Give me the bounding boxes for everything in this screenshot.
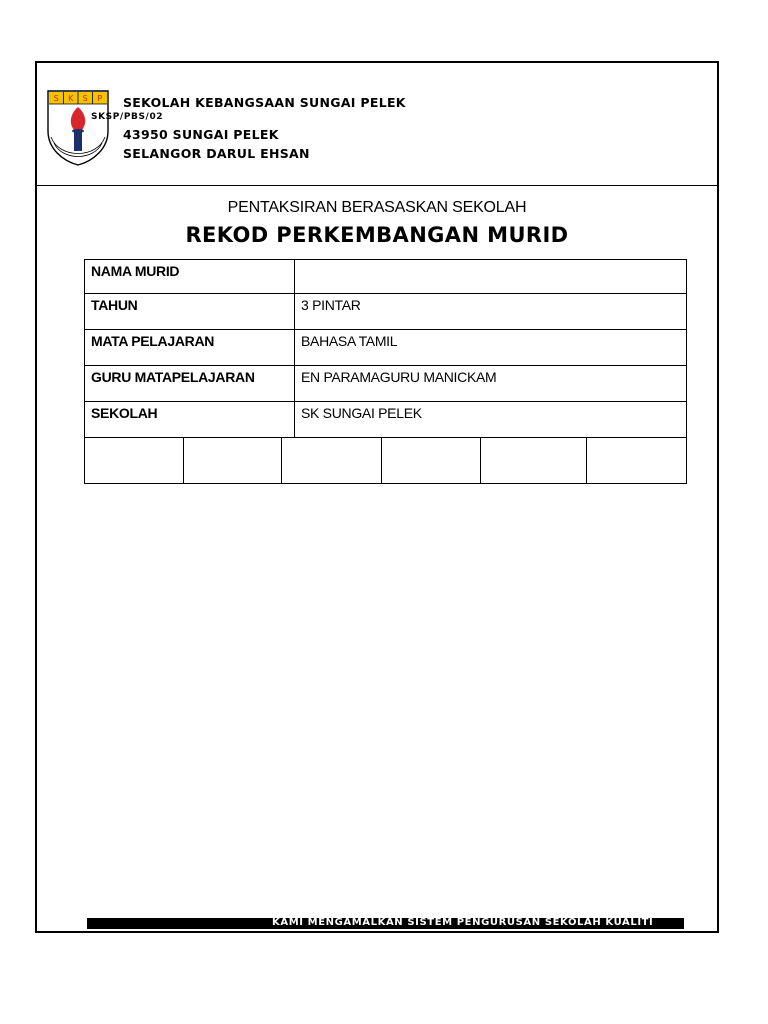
blank-cell: [184, 438, 282, 483]
field-label-mata-pelajaran: MATA PELAJARAN: [85, 330, 295, 366]
form-code: SKSP/PBS/02: [91, 112, 164, 122]
field-value-tahun: 3 PINTAR: [295, 294, 687, 330]
table-row: [85, 402, 687, 438]
logo-letter-k: K: [68, 94, 74, 103]
blank-cell: [382, 438, 481, 483]
header-divider: [37, 185, 717, 186]
footer-slogan: KAMI MENGAMALKAN SISTEM PENGURUSAN SEKOLAH KUALITI: [272, 917, 654, 928]
student-info-table: [84, 259, 687, 438]
school-crest-logo: [45, 87, 111, 167]
school-address-line2: SELANGOR DARUL EHSAN: [123, 146, 310, 161]
blank-cell: [282, 438, 382, 483]
field-value-mata-pelajaran: BAHASA TAMIL: [295, 330, 687, 366]
logo-letter-s2: S: [82, 94, 88, 103]
field-label-nama-murid: NAMA MURID: [85, 260, 295, 294]
blank-cell: [481, 438, 587, 483]
logo-letter-p: P: [97, 94, 103, 103]
field-value-guru: EN PARAMAGURU MANICKAM: [295, 366, 687, 402]
table-row: [85, 330, 687, 366]
blank-grid-row: [84, 438, 687, 484]
table-row: [85, 260, 687, 294]
document-subtitle: PENTAKSIRAN BERASASKAN SEKOLAH: [227, 199, 527, 216]
document-title: REKOD PERKEMBANGAN MURID: [185, 223, 569, 247]
table-row: [85, 366, 687, 402]
school-address-line1: 43950 SUNGAI PELEK: [123, 127, 279, 142]
blank-cell: [85, 438, 184, 483]
school-name: SEKOLAH KEBANGSAAN SUNGAI PELEK: [123, 95, 406, 110]
field-label-guru: GURU MATAPELAJARAN: [85, 366, 295, 402]
footer-bar: [87, 918, 684, 929]
blank-cell: [587, 438, 686, 483]
logo-letter-s1: S: [53, 94, 59, 103]
table-row: [85, 294, 687, 330]
field-label-sekolah: SEKOLAH: [85, 402, 295, 438]
field-label-tahun: TAHUN: [85, 294, 295, 330]
document-frame: [35, 61, 719, 933]
field-value-nama-murid: [295, 260, 687, 294]
field-value-sekolah: SK SUNGAI PELEK: [295, 402, 687, 438]
